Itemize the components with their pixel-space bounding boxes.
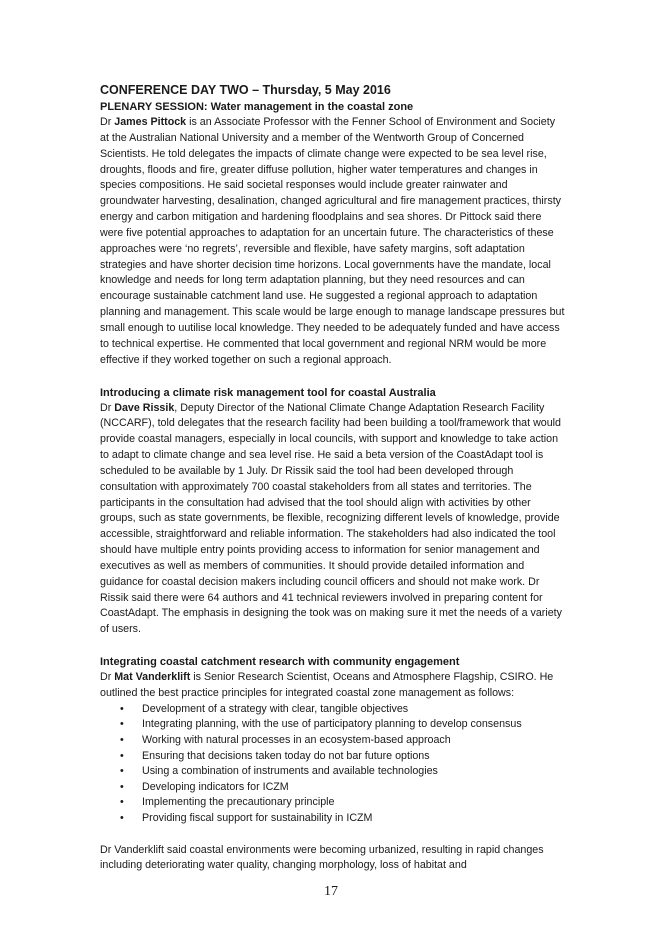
speaker-name-rissik: Dave Rissik <box>114 401 175 414</box>
bullet-icon: • <box>120 812 124 824</box>
list-item: • Implementing the precautionary principle <box>120 795 566 811</box>
speaker-prefix: Dr <box>100 671 115 684</box>
closing-paragraph: Dr Vanderklift said coastal environments were becoming urbanized, resulting in rapid changes including deteriorating water quality, changing morphology, loss of habitat and <box>100 843 544 872</box>
plenary-paragraph <box>100 115 566 369</box>
list-item: • Providing fiscal support for sustainability in ICZM <box>120 811 566 827</box>
list-item: • Developing indicators for ICZM <box>120 780 566 796</box>
page-number: 17 <box>324 884 338 899</box>
catchment-title: Integrating coastal catchment research with community engagement <box>100 656 460 669</box>
iczm-principles-list <box>100 702 566 827</box>
section-gap <box>100 369 566 385</box>
bullet-icon: • <box>120 765 124 778</box>
climate-tool-body: , Deputy Director of the National Climate Change Adaptation Research Facility (NCCARF), told delegates that the research facility had been building a tool/framework that would provide coastal managers, especially in local councils, with support and knowledge to take action to adapt to climate change and sea level rise. He said a beta version of the CoastAdapt tool is scheduled to be available by 1 July. Dr Rissik said the tool had been developed through consultation with approximately 700 coastal stakeholders from all states and territories. The participants in the consultation had advised that the tool should align with activities by other groups, such as state governments, be flexible, recognizing different levels of knowledge, provide accessible, straightforward and reliable information. The stakeholders had also indicated the tool should have multiple entry points providing access to information for senior management and executives as well as members of communities. It should provide detailed information and guidance for coastal decision makers including council officers and should not make work. Dr Rissik said there were 64 authors and 41 technical reviewers involved in preparing content for CoastAdapt. The emphasis in designing the took was on making sure it met the needs of a variety of users. <box>100 401 562 636</box>
speaker-name-pittock: James Pittock <box>114 116 187 128</box>
list-item: • Working with natural processes in an ecosystem-based approach <box>120 733 566 749</box>
bullet-icon: • <box>120 749 124 762</box>
bullet-icon: • <box>120 796 124 809</box>
list-item: • Ensuring that decisions taken today do not bar future options <box>120 749 566 765</box>
bullet-icon: • <box>120 734 124 747</box>
speaker-prefix: Dr <box>100 401 115 414</box>
climate-tool-paragraph <box>100 401 566 639</box>
plenary-session-title: PLENARY SESSION: Water management in the coastal zone <box>100 101 414 113</box>
plenary-body: is an Associate Professor with the Fenner School of Environment and Society at the Australian National University and a member of the Wentworth Group of Concerned Scientists. He told delegates the impacts of climate change were expected to be sea level rise, droughts, floods and fire, greater diffuse pollution, higher water temperatures and changes in species compositions. He said societal responses would include greater rainwater and groundwater harvesting, desalination, changed agricultural and fire management practices, thirsty energy and carbon mitigation and hardening floodplains and sea shores. Dr Pittock said there were five potential approaches to adaptation for an uncertain future. The characteristics of these approaches were ‘no regrets’, reversible and flexible, have safety margins, soft adaptation strategies and have shorter decision time horizons. Local governments have the mandate, local knowledge and needs for long term adaptation planning, but they need resources and can encourage sustainable catchment land use. He suggested a regional approach to adaptation planning and management. This scale would be large enough to manage landscape pressures but small enough to uutilise local knowledge. They needed to be adequately funded and have access to technical expertise. He commented that local government and regional NRM would be more effective if they worked together on such a regional approach. <box>100 116 565 366</box>
section-gap <box>100 827 566 843</box>
speaker-prefix: Dr <box>100 116 115 128</box>
list-item: • Integrating planning, with the use of participatory planning to develop consensus <box>120 717 566 733</box>
catchment-paragraph <box>100 670 566 702</box>
bullet-icon: • <box>120 702 124 715</box>
speaker-name-vanderklift: Mat Vanderklift <box>114 671 191 684</box>
section-gap <box>100 638 566 654</box>
list-item: • Using a combination of instruments and available technologies <box>120 764 566 780</box>
list-item: • Development of a strategy with clear, tangible objectives <box>120 702 566 718</box>
climate-tool-title: Introducing a climate risk management tool for coastal Australia <box>100 386 436 399</box>
bullet-icon: • <box>120 780 124 793</box>
catchment-body: is Senior Research Scientist, Oceans and Atmosphere Flagship, CSIRO. He outlined the best practice principles for integrated coastal zone management as follows: <box>100 671 554 699</box>
conference-day-title: CONFERENCE DAY TWO – Thursday, 5 May 2016 <box>100 83 391 97</box>
bullet-icon: • <box>120 718 124 731</box>
